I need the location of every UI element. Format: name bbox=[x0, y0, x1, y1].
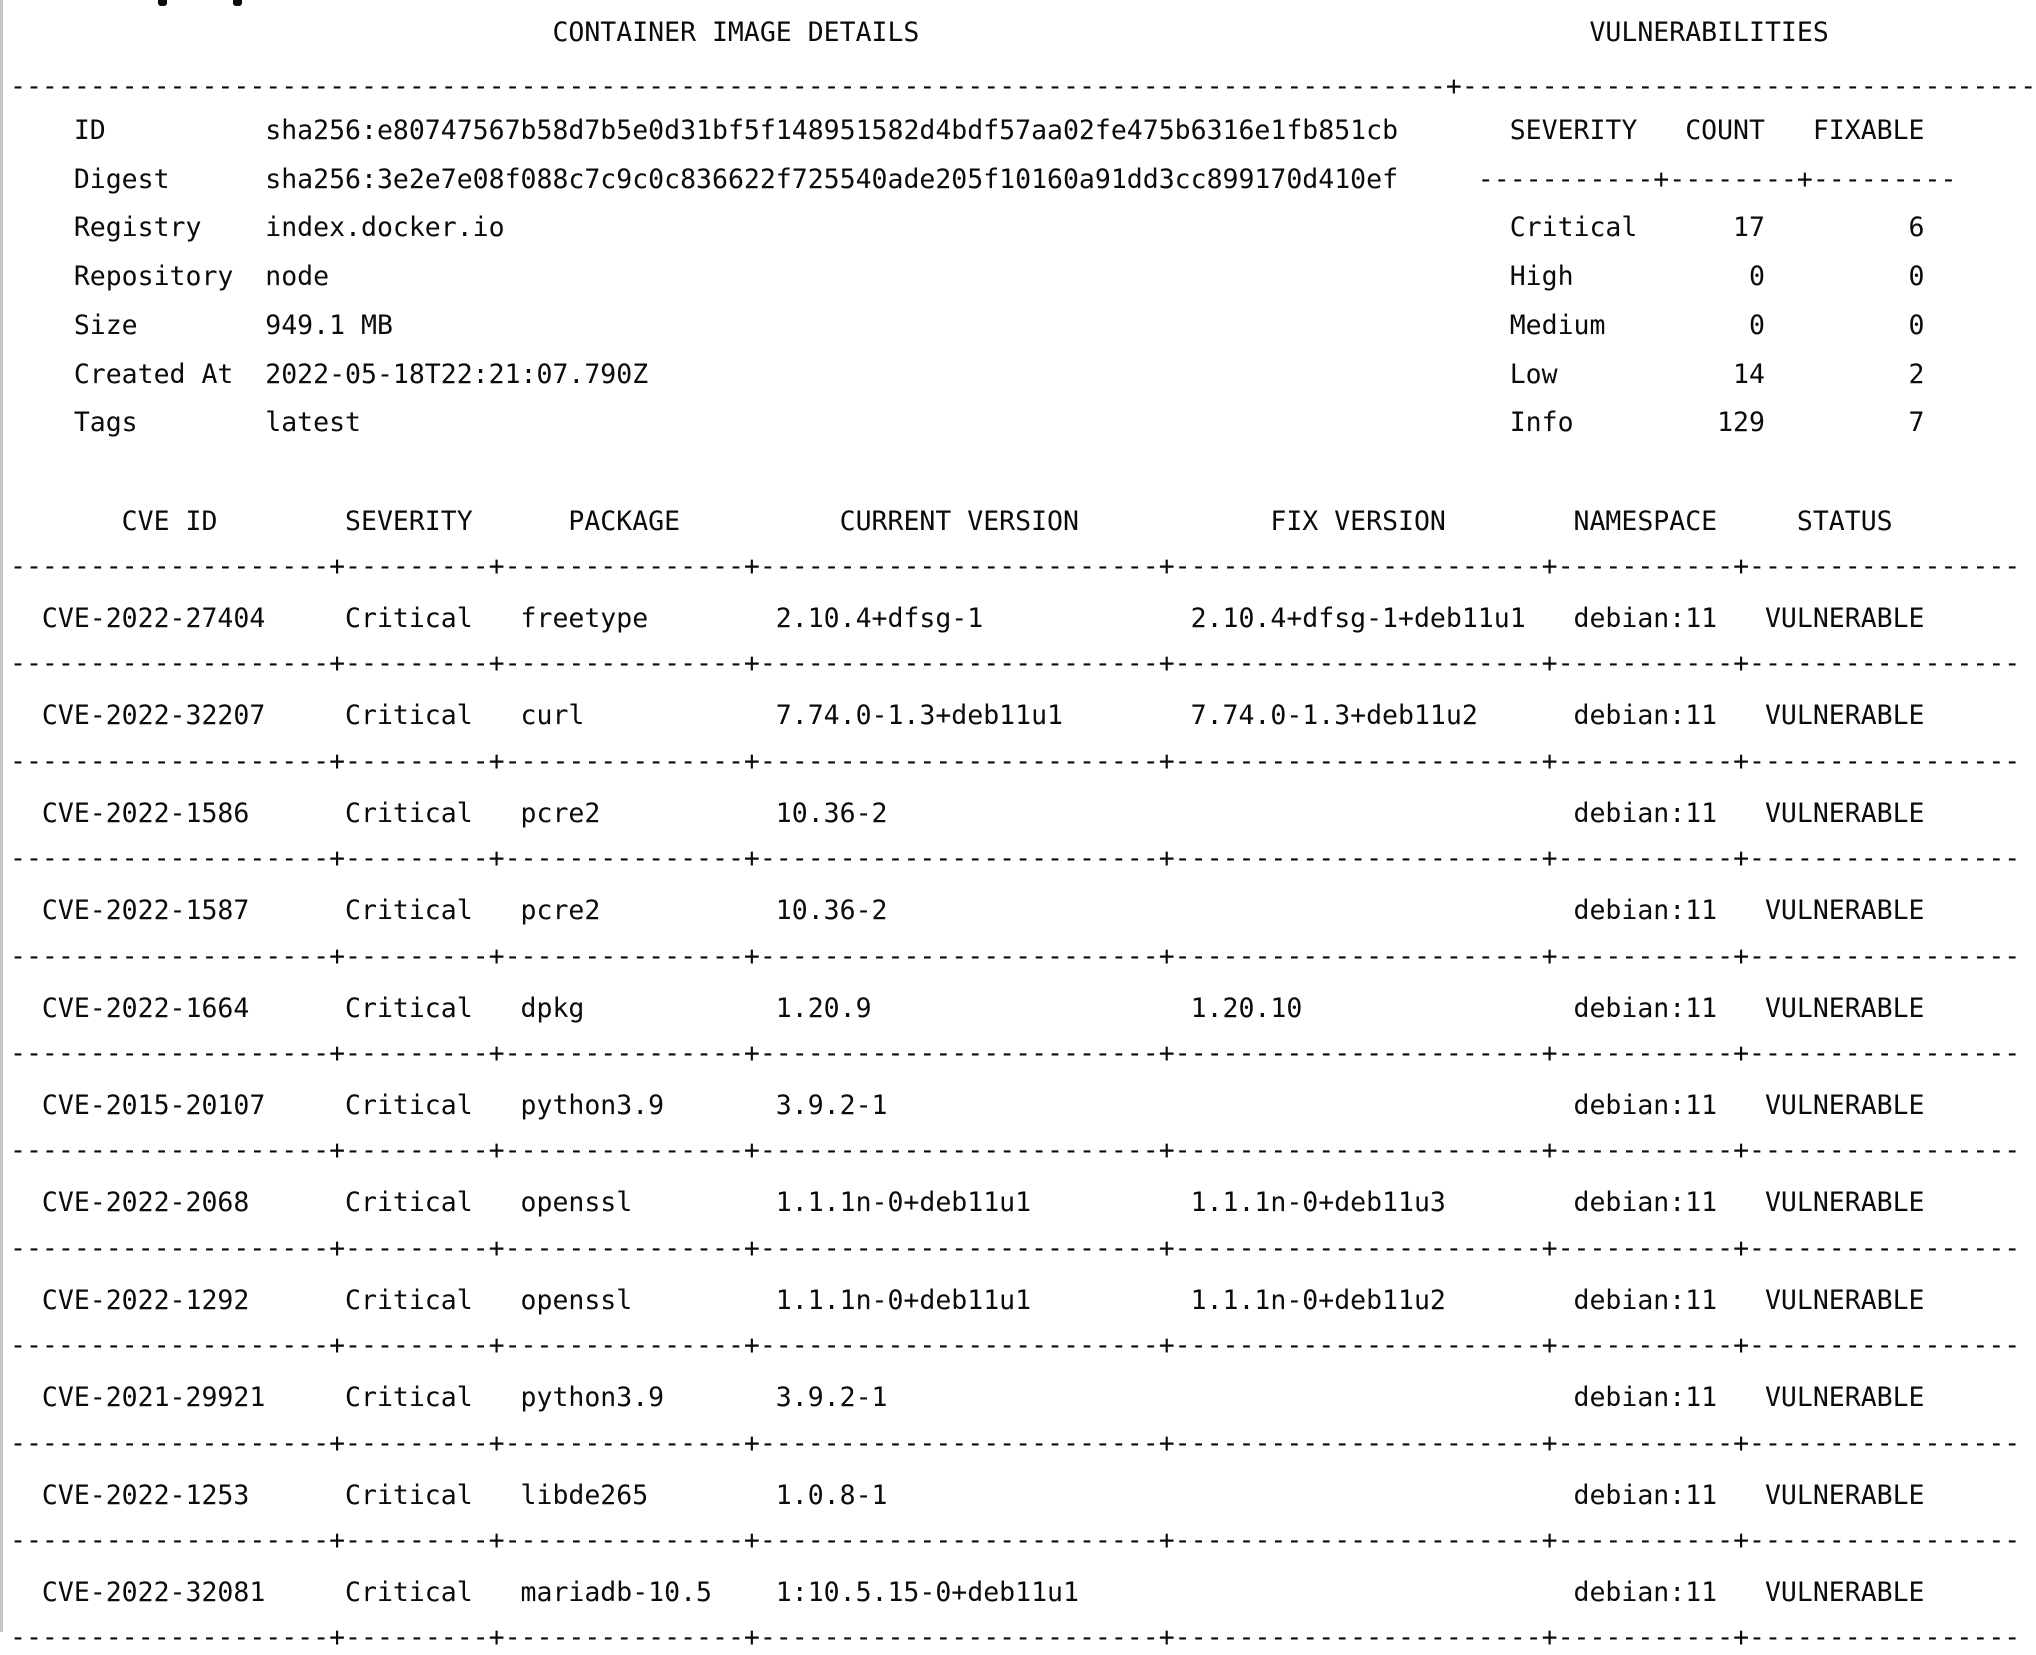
cve-cell-current-version: 1.1.1n-0+deb11u1 bbox=[775, 1187, 1032, 1218]
cve-table-header-namespace: NAMESPACE bbox=[1573, 506, 1718, 537]
cve-cell-current-version: 10.36-2 bbox=[775, 798, 888, 829]
detail-label: Created At bbox=[73, 359, 234, 390]
detail-label: Repository bbox=[73, 261, 234, 292]
cve-cell-namespace: debian:11 bbox=[1573, 603, 1718, 634]
detail-value: 2022-05-18T22:21:07.790Z bbox=[265, 359, 649, 390]
vuln-summary-row bbox=[10, 211, 2006, 245]
cve-table-row bbox=[10, 1284, 2006, 1318]
cve-cell-severity: Critical bbox=[345, 895, 473, 926]
vuln-summary-row bbox=[10, 260, 2006, 294]
cve-cell-cve-id: CVE-2015-20107 bbox=[41, 1090, 266, 1121]
cve-cell-package: pcre2 bbox=[520, 798, 601, 829]
vuln-header-fixable: FIXABLE bbox=[1812, 115, 1925, 146]
detail-value: sha256:3e2e7e08f088c7c9c0c836622f725540ade205f10160a91dd3cc899170d410ef bbox=[265, 164, 1399, 195]
cve-row-separator bbox=[10, 1524, 2021, 1558]
cve-row-separator bbox=[10, 1329, 2021, 1363]
vuln-fixable: 0 bbox=[1908, 261, 1925, 292]
cve-cell-package: python3.9 bbox=[520, 1090, 665, 1121]
cve-cell-cve-id: CVE-2022-27404 bbox=[41, 603, 266, 634]
cve-row-separator bbox=[10, 550, 2021, 584]
top-rule-dashes: ------------------------------------------------------------------------------------------+------------------------------------ bbox=[10, 71, 2036, 102]
cve-cell-current-version: 7.74.0-1.3+deb11u1 bbox=[775, 700, 1063, 731]
cve-cell-status: VULNERABLE bbox=[1764, 993, 1925, 1024]
cve-cell-package: mariadb-10.5 bbox=[520, 1577, 712, 1608]
cve-table-row bbox=[10, 894, 2006, 928]
cve-cell-status: VULNERABLE bbox=[1764, 603, 1925, 634]
cve-cell-severity: Critical bbox=[345, 1285, 473, 1316]
vuln-severity: Low bbox=[1509, 359, 1558, 390]
container-image-details-title: CONTAINER IMAGE DETAILS bbox=[552, 17, 920, 48]
cve-row-separator bbox=[10, 940, 2021, 974]
cve-cell-package: dpkg bbox=[520, 993, 585, 1024]
cve-table-header-status: STATUS bbox=[1796, 506, 1893, 537]
cve-cell-status: VULNERABLE bbox=[1764, 1382, 1925, 1413]
vuln-fixable: 2 bbox=[1908, 359, 1925, 390]
detail-value: latest bbox=[265, 407, 361, 438]
cve-table-row bbox=[10, 1186, 2006, 1220]
cve-table-row bbox=[10, 1381, 2006, 1415]
cve-cell-namespace: debian:11 bbox=[1573, 1577, 1718, 1608]
cve-cell-status: VULNERABLE bbox=[1764, 1187, 1925, 1218]
cve-cell-namespace: debian:11 bbox=[1573, 1382, 1718, 1413]
cve-cell-cve-id: CVE-2022-1586 bbox=[41, 798, 250, 829]
cve-table-row bbox=[10, 797, 2006, 831]
cve-table-row bbox=[10, 699, 2006, 733]
cve-cell-fix-version: 7.74.0-1.3+deb11u2 bbox=[1190, 700, 1478, 731]
cve-row-separator bbox=[10, 745, 2021, 779]
cve-table-row bbox=[10, 1479, 2006, 1513]
detail-value: 949.1 MB bbox=[265, 310, 393, 341]
cve-cell-package: libde265 bbox=[520, 1480, 649, 1511]
cve-cell-cve-id: CVE-2022-1292 bbox=[41, 1285, 250, 1316]
cve-cell-fix-version: 1.1.1n-0+deb11u2 bbox=[1190, 1285, 1446, 1316]
cve-cell-severity: Critical bbox=[345, 603, 473, 634]
detail-value: index.docker.io bbox=[265, 212, 505, 243]
detail-label: Tags bbox=[73, 407, 138, 438]
cve-row-separator bbox=[10, 1134, 2021, 1168]
cve-table-row bbox=[10, 1576, 2006, 1610]
cve-cell-fix-version: 1.20.10 bbox=[1190, 993, 1303, 1024]
vuln-severity: Critical bbox=[1509, 212, 1638, 243]
cve-row-separator-dashes: --------------------+---------+---------------+-------------------------+-----------------------+-----------+----------------- bbox=[10, 1038, 2021, 1069]
cve-cell-namespace: debian:11 bbox=[1573, 798, 1718, 829]
cve-cell-status: VULNERABLE bbox=[1764, 1090, 1925, 1121]
cve-cell-severity: Critical bbox=[345, 1577, 473, 1608]
vuln-count: 17 bbox=[1733, 212, 1765, 243]
cve-cell-severity: Critical bbox=[345, 1187, 473, 1218]
detail-label: Size bbox=[73, 310, 138, 341]
cve-cell-current-version: 3.9.2-1 bbox=[775, 1382, 888, 1413]
vuln-summary-row bbox=[10, 358, 2006, 392]
cve-row-separator-dashes: --------------------+---------+---------------+-------------------------+-----------------------+-----------+----------------- bbox=[10, 1428, 2021, 1459]
cve-cell-status: VULNERABLE bbox=[1764, 1577, 1925, 1608]
cve-row-separator bbox=[10, 1037, 2021, 1071]
vuln-summary-row bbox=[10, 309, 2006, 343]
cve-table-header bbox=[10, 505, 2006, 539]
cve-cell-current-version: 2.10.4+dfsg-1 bbox=[775, 603, 984, 634]
cve-cell-cve-id: CVE-2022-1664 bbox=[41, 993, 250, 1024]
cve-cell-current-version: 1.0.8-1 bbox=[775, 1480, 888, 1511]
cve-row-separator-dashes: --------------------+---------+---------------+-------------------------+-----------------------+-----------+----------------- bbox=[10, 1525, 2021, 1556]
cve-row-separator-dashes: --------------------+---------+---------------+-------------------------+-----------------------+-----------+----------------- bbox=[10, 648, 2021, 679]
cve-cell-current-version: 1:10.5.15-0+deb11u1 bbox=[775, 1577, 1079, 1608]
vuln-fixable: 0 bbox=[1908, 310, 1925, 341]
vuln-severity: Medium bbox=[1509, 310, 1606, 341]
vuln-severity: High bbox=[1509, 261, 1574, 292]
cve-row-separator-dashes: --------------------+---------+---------------+-------------------------+-----------------------+-----------+----------------- bbox=[10, 1233, 2021, 1264]
cve-cell-fix-version: 1.1.1n-0+deb11u3 bbox=[1190, 1187, 1446, 1218]
cve-cell-severity: Critical bbox=[345, 1090, 473, 1121]
vuln-count: 14 bbox=[1733, 359, 1765, 390]
cve-row-separator-dashes: --------------------+---------+---------------+-------------------------+-----------------------+-----------+----------------- bbox=[10, 746, 2021, 777]
cve-cell-namespace: debian:11 bbox=[1573, 1187, 1718, 1218]
vuln-header-severity: SEVERITY bbox=[1509, 115, 1638, 146]
vuln-severity: Info bbox=[1509, 407, 1574, 438]
cve-table-row bbox=[10, 1089, 2006, 1123]
cve-cell-cve-id: CVE-2022-32207 bbox=[41, 700, 266, 731]
cve-row-separator bbox=[10, 1232, 2021, 1266]
cve-cell-namespace: debian:11 bbox=[1573, 895, 1718, 926]
cve-cell-namespace: debian:11 bbox=[1573, 1285, 1718, 1316]
panel-titles bbox=[10, 16, 2006, 50]
cve-row-separator-dashes: --------------------+---------+---------------+-------------------------+-----------------------+-----------+----------------- bbox=[10, 843, 2021, 874]
cve-cell-cve-id: CVE-2021-29921 bbox=[41, 1382, 266, 1413]
detail-label: Registry bbox=[73, 212, 202, 243]
vuln-summary-header bbox=[10, 114, 2006, 148]
cve-row-separator-dashes: --------------------+---------+---------------+-------------------------+-----------------------+-----------+----------------- bbox=[10, 551, 2021, 582]
cve-row-separator bbox=[10, 842, 2021, 876]
cve-cell-package: curl bbox=[520, 700, 585, 731]
cve-cell-severity: Critical bbox=[345, 798, 473, 829]
cve-cell-namespace: debian:11 bbox=[1573, 1480, 1718, 1511]
vuln-count: 0 bbox=[1749, 310, 1765, 341]
cve-cell-current-version: 10.36-2 bbox=[775, 895, 888, 926]
cve-table-header-current-version: CURRENT VERSION bbox=[839, 506, 1079, 537]
cve-cell-cve-id: CVE-2022-32081 bbox=[41, 1577, 266, 1608]
cve-row-separator-dashes: --------------------+---------+---------------+-------------------------+-----------------------+-----------+----------------- bbox=[10, 1330, 2021, 1361]
cve-cell-current-version: 1.1.1n-0+deb11u1 bbox=[775, 1285, 1032, 1316]
vulnerabilities-title: VULNERABILITIES bbox=[1589, 17, 1829, 48]
cve-cell-cve-id: CVE-2022-1253 bbox=[41, 1480, 250, 1511]
cve-cell-namespace: debian:11 bbox=[1573, 700, 1718, 731]
clipped-text-artifact bbox=[158, 0, 167, 6]
window-left-edge bbox=[0, 0, 3, 1632]
cve-cell-package: freetype bbox=[520, 603, 649, 634]
detail-label: ID bbox=[73, 115, 106, 146]
cve-cell-status: VULNERABLE bbox=[1764, 700, 1925, 731]
vuln-count: 129 bbox=[1717, 407, 1765, 438]
cve-row-separator bbox=[10, 1427, 2021, 1461]
cve-cell-severity: Critical bbox=[345, 1382, 473, 1413]
cve-row-separator bbox=[10, 647, 2021, 681]
clipped-text-artifact bbox=[233, 0, 242, 6]
cve-table-header-severity: SEVERITY bbox=[345, 506, 473, 537]
cve-cell-current-version: 1.20.9 bbox=[775, 993, 872, 1024]
cve-cell-package: openssl bbox=[520, 1285, 633, 1316]
top-rule bbox=[10, 70, 2036, 104]
cve-table-header-package: PACKAGE bbox=[568, 506, 681, 537]
cve-cell-status: VULNERABLE bbox=[1764, 895, 1925, 926]
cve-cell-current-version: 3.9.2-1 bbox=[775, 1090, 888, 1121]
detail-value: node bbox=[265, 261, 330, 292]
cve-cell-package: python3.9 bbox=[520, 1382, 665, 1413]
cve-cell-namespace: debian:11 bbox=[1573, 1090, 1718, 1121]
cve-cell-fix-version: 2.10.4+dfsg-1+deb11u1 bbox=[1190, 603, 1526, 634]
cve-cell-status: VULNERABLE bbox=[1764, 1480, 1925, 1511]
vuln-summary-rule bbox=[10, 163, 2006, 197]
vuln-summary-rule-dashes: -----------+--------+--------- bbox=[1477, 164, 1957, 195]
cve-table-row bbox=[10, 992, 2006, 1026]
detail-label: Digest bbox=[73, 164, 170, 195]
cve-cell-package: openssl bbox=[520, 1187, 633, 1218]
vuln-count: 0 bbox=[1749, 261, 1765, 292]
detail-value: sha256:e80747567b58d7b5e0d31bf5f148951582d4bdf57aa02fe475b6316e1fb851cb bbox=[265, 115, 1399, 146]
cve-row-separator bbox=[10, 1621, 2021, 1655]
cve-cell-cve-id: CVE-2022-2068 bbox=[41, 1187, 250, 1218]
cve-cell-status: VULNERABLE bbox=[1764, 798, 1925, 829]
cve-row-separator-dashes: --------------------+---------+---------------+-------------------------+-----------------------+-----------+----------------- bbox=[10, 1135, 2021, 1166]
cve-row-separator-dashes: --------------------+---------+---------------+-------------------------+-----------------------+-----------+----------------- bbox=[10, 1622, 2021, 1653]
cve-cell-status: VULNERABLE bbox=[1764, 1285, 1925, 1316]
cve-table-header-cve-id: CVE ID bbox=[121, 506, 218, 537]
cve-table-header-fix-version: FIX VERSION bbox=[1270, 506, 1446, 537]
cve-cell-severity: Critical bbox=[345, 700, 473, 731]
vuln-header-count: COUNT bbox=[1685, 115, 1765, 146]
cve-table-row bbox=[10, 602, 2006, 636]
cve-cell-cve-id: CVE-2022-1587 bbox=[41, 895, 250, 926]
vuln-fixable: 7 bbox=[1908, 407, 1925, 438]
vuln-fixable: 6 bbox=[1908, 212, 1925, 243]
cve-cell-namespace: debian:11 bbox=[1573, 993, 1718, 1024]
cve-cell-severity: Critical bbox=[345, 1480, 473, 1511]
cve-row-separator-dashes: --------------------+---------+---------------+-------------------------+-----------------------+-----------+----------------- bbox=[10, 941, 2021, 972]
cve-cell-severity: Critical bbox=[345, 993, 473, 1024]
vuln-summary-row bbox=[10, 406, 2006, 440]
cve-cell-package: pcre2 bbox=[520, 895, 601, 926]
